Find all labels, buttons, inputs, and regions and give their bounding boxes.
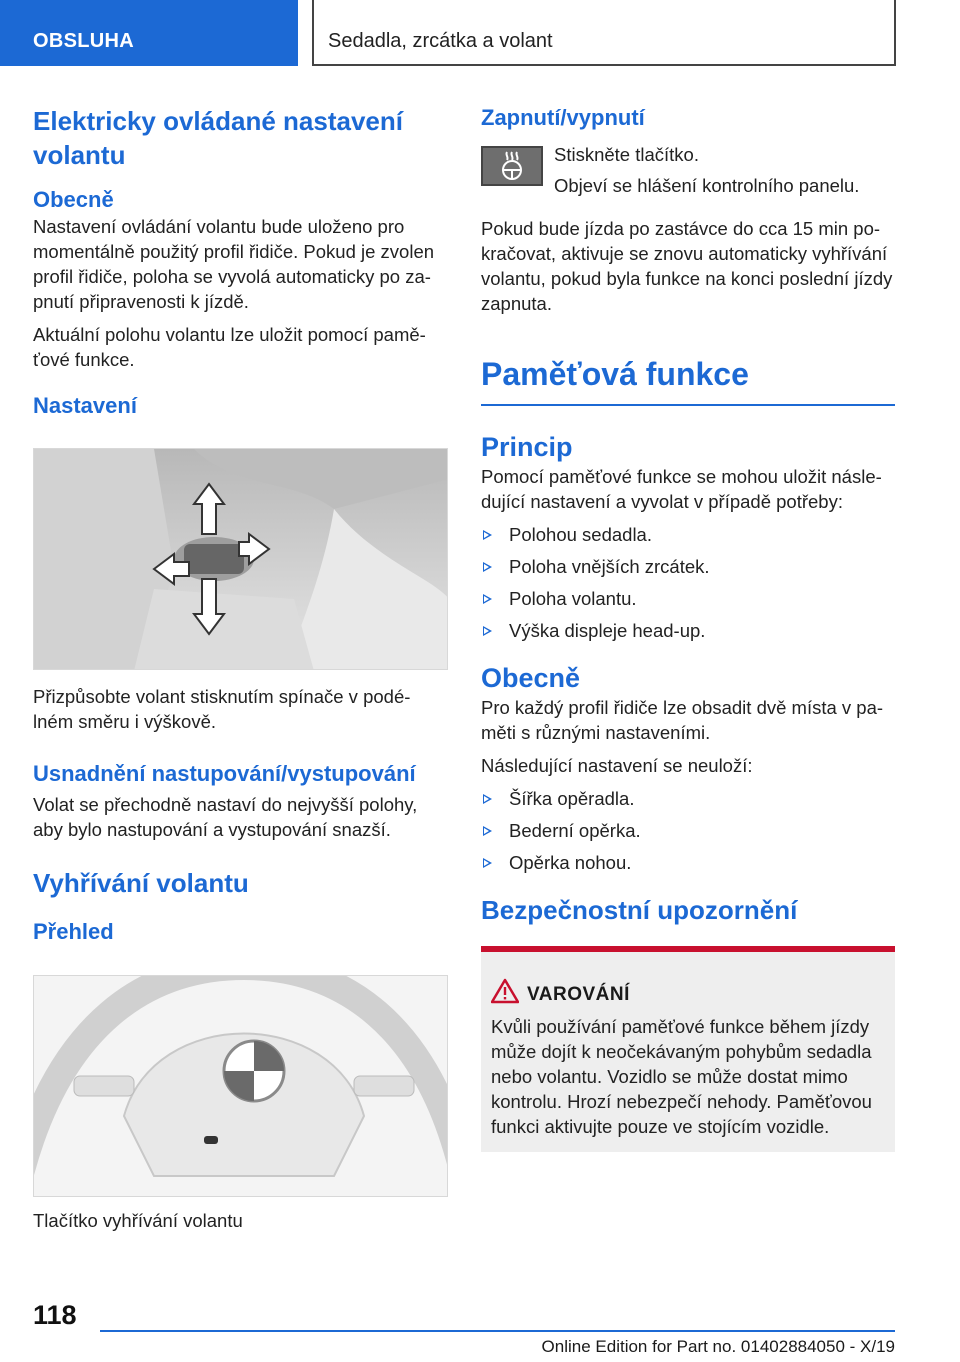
steering-adjust-image [33,448,448,670]
page-number: 118 [33,1300,77,1330]
warning-triangle-icon [491,978,519,1004]
not-saved-list [481,786,895,875]
heading-electric-steering: Elektricky ovládané nastavení volantu [33,106,403,170]
chapter-title: Sedadla, zrcátka a volant [328,30,553,52]
warning-box [481,946,895,1152]
heading-adjust: Nastavení [33,393,137,418]
bullet-triangle-icon [483,794,492,804]
section-tab [0,0,298,66]
bullet-triangle-icon [483,594,492,604]
step-2: Objeví se hlášení kontrolního panelu. [554,175,860,196]
page-header [0,0,960,66]
heading-overview: Přehled [33,919,114,944]
step-1: Stiskněte tlačítko. [554,144,699,165]
paragraph-general-right: Pro každý profil řidiče lze obsadit dvě místa v pa-měti s různými nastaveními. [481,697,884,743]
left-column [33,100,448,420]
bullet-triangle-icon [483,562,492,572]
left-column-lower [33,684,448,946]
warning-text: Kvůli používání paměťové funkce během jízdy může dojít k neočekávaným pohybům sedadla nebo volantu. Vozidlo se může dostat mimo kontrolu. Hrozí nebezpečí nehody. Paměťovou funkci aktivujte pouze ve stojícím vozidle. [491,1016,872,1137]
list-item: Polohou sedadla. [481,522,895,547]
right-column [481,100,895,132]
right-column-mid [481,216,895,927]
heading-memory-function: Paměťová funkce [481,356,749,392]
list-item: Opěrka nohou. [481,850,895,875]
steps [554,142,894,198]
paragraph-on-off: Pokud bude jízda po zastávce do cca 15 min po-kračovat, aktivuje se znovu automaticky vyhřívání volantu, pokud byla funkce na konci poslední jízdy zapnuta. [481,218,893,314]
section-title: OBSLUHA [33,30,134,52]
heading-steering-heating: Vyhřívání volantu [33,868,249,898]
heading-safety: Bezpečnostní upozornění [481,895,798,925]
paragraph-adjust: Přizpůsobte volant stisknutím spínače v podé-lném směru i výškově. [33,686,411,732]
paragraph-general-1: Nastavení ovládání volantu bude uloženo pro momentálně použitý profil řidiče. Pokud je zvolen profil řidiče, poloha se vyvolá automaticky po za-pnutí připravenosti k jízdě. [33,216,435,312]
chapter-tab [312,0,896,66]
paragraph-general-2: Aktuální polohu volantu lze uložit pomocí pamě-ťové funkce. [33,324,426,370]
steering-wheel-image [33,975,448,1197]
bullet-triangle-icon [483,826,492,836]
paragraph-principle: Pomocí paměťové funkce se mohou uložit násle-dující nastavení a vyvolat v případě potřeby: [481,466,882,512]
heating-button-icon [481,146,543,186]
left-caption [33,1208,448,1233]
footer-rule [100,1330,895,1332]
heading-easy-entry: Usnadnění nastupování/vystupování [33,761,416,786]
heading-general: Obecně [33,187,114,212]
caption-heating-button: Tlačítko vyhřívání volantu [33,1210,243,1231]
bullet-triangle-icon [483,626,492,636]
list-item: Šířka opěradla. [481,786,895,811]
list-item: Poloha vnějších zrcátek. [481,554,895,579]
bullet-triangle-icon [483,530,492,540]
heading-general-right: Obecně [481,663,581,693]
bullet-triangle-icon [483,858,492,868]
edition-note: Online Edition for Part no. 01402884050 - X/19 [541,1337,895,1356]
list-item: Poloha volantu. [481,586,895,611]
paragraph-easy-entry: Volat se přechodně nastaví do nejvyšší polohy, aby bylo nastupování a vystupování snazší. [33,794,418,840]
paragraph-not-saved: Následující nastavení se neuloží: [481,755,753,776]
list-item: Bederní opěrka. [481,818,895,843]
memory-rule [481,404,895,406]
saved-settings-list [481,522,895,643]
list-item: Výška displeje head-up. [481,618,895,643]
warning-title: VAROVÁNÍ [527,984,630,1005]
heading-on-off: Zapnutí/vypnutí [481,105,645,130]
heading-principle: Princip [481,432,573,462]
